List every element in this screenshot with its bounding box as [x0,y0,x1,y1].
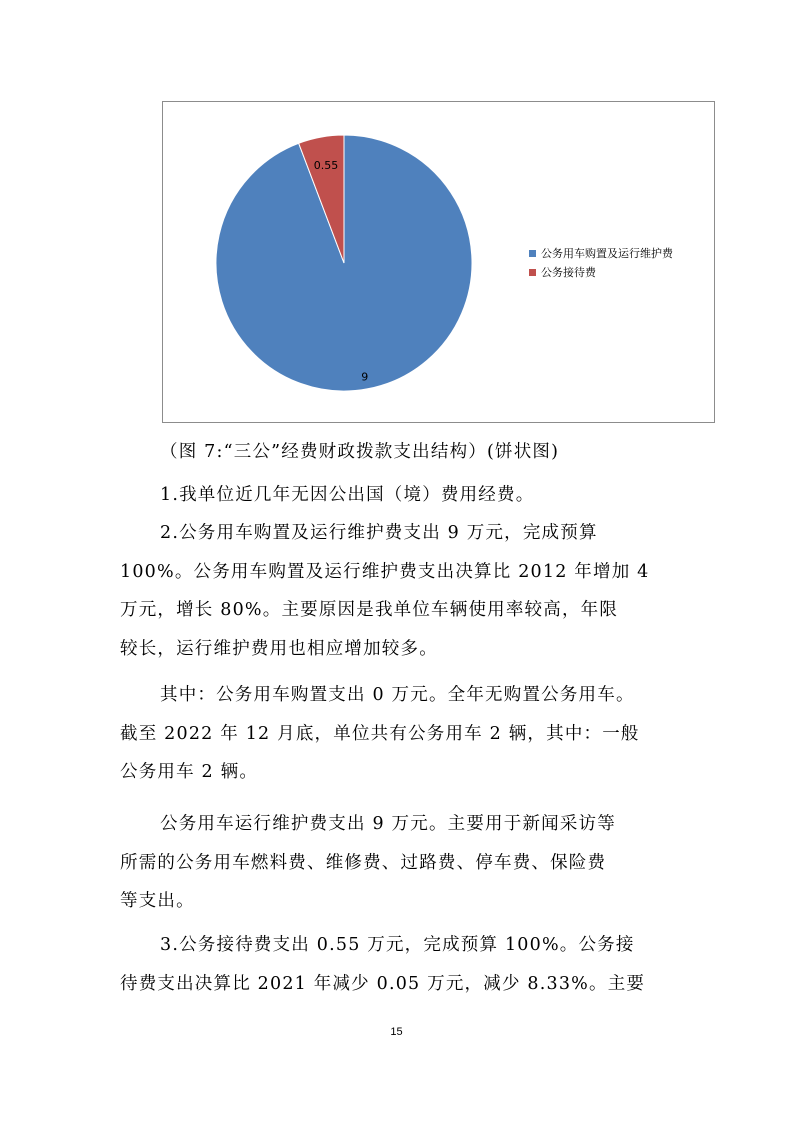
legend-label-vehicle: 公务用车购置及运行维护费 [541,247,673,260]
paragraph-2 [120,514,673,668]
paragraph-line: 公务用车 2 辆。 [120,762,259,782]
paragraph-line: 其中：公务用车购置支出 0 万元。全年无购置公务用车。 [160,685,635,705]
pie-chart [162,101,715,423]
page-number: 15 [390,1026,403,1038]
paragraph-line: 等支出。 [120,891,195,911]
paragraph-line: 100%。公务用车购置及运行维护费支出决算比 2012 年增加 4 [120,561,650,582]
legend-swatch-vehicle [529,250,536,257]
paragraph-line: 所需的公务用车燃料费、维修费、过路费、停车费、保险费 [120,852,607,873]
legend-item-vehicle [529,244,673,263]
figure-caption: （图 7:“三公”经费财政拨款支出结构）(饼状图) [160,442,560,462]
paragraph-line: 万元，增长 80%。主要原因是我单位车辆使用率较高，年限 [120,600,619,620]
paragraph-line: 待费支出决算比 2021 年减少 0.05 万元，减少 8.33%。主要 [120,973,646,994]
chart-legend [529,244,673,282]
paragraph-5 [120,926,673,1003]
legend-item-reception [529,263,673,282]
paragraph-line: 公务用车运行维护费支出 9 万元。主要用于新闻采访等 [160,814,616,834]
paragraph-line: 2.公务用车购置及运行维护费支出 9 万元，完成预算 [160,523,598,543]
data-label-vehicle: 9 [361,370,369,384]
legend-label-reception: 公务接待费 [541,266,596,279]
paragraph-line: 截至 2022 年 12 月底，单位共有公务用车 2 辆，其中：一般 [120,723,640,744]
paragraph-1 [160,476,673,515]
data-label-reception: 0.55 [313,158,339,172]
paragraph-line: 3.公务接待费支出 0.55 万元，完成预算 100%。公务接 [160,935,635,955]
paragraph-4 [120,805,673,921]
paragraph-line: 1.我单位近几年无因公出国（境）费用经费。 [160,485,535,505]
legend-swatch-reception [529,269,536,276]
paragraph-line: 较长，运行维护费用也相应增加较多。 [120,638,438,659]
paragraph-3 [120,676,673,792]
